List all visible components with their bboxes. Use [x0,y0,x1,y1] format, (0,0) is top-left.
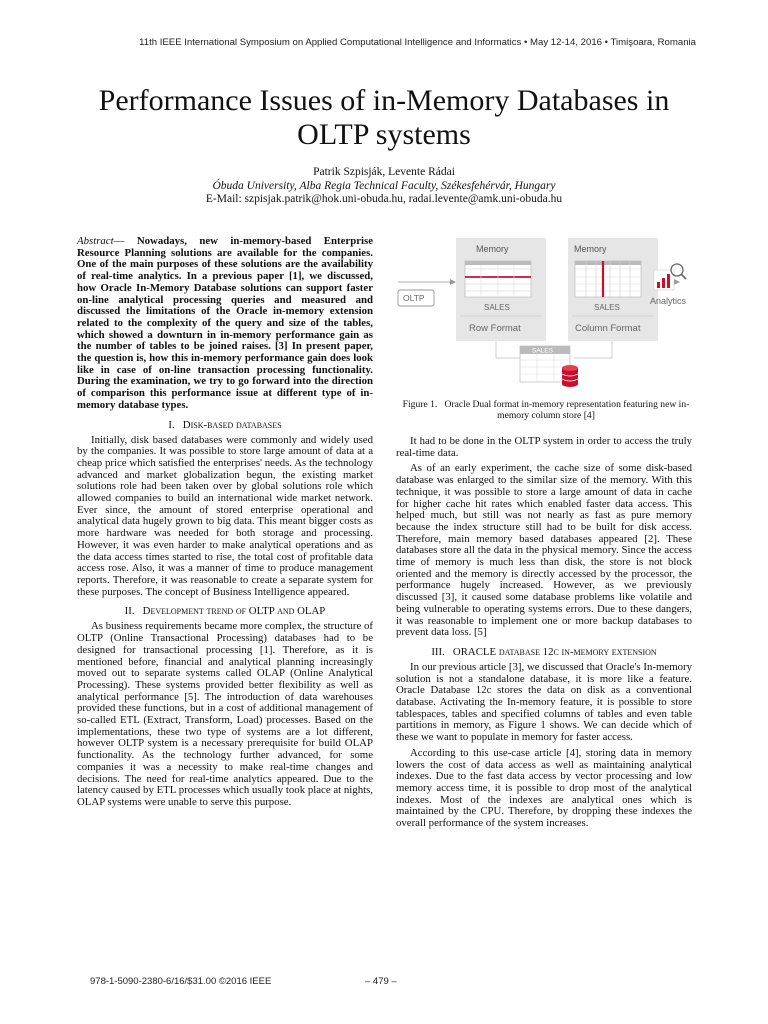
running-header: 11th IEEE International Symposium on Applied Computational Intelligence and Informatics • May 12-14, 2016 • Timişoara, Romania [139,37,696,48]
section-number: III. [431,645,445,658]
abstract-text: Nowadays, new in-memory-based Enterprise Resource Planning solutions are available for the companies. One of the main purposes of these solutions are the availability of real-time analytics. In a previous paper [1], we discussed, how Oracle In-Memory Database solutions can support faster on-line analytical processing queries and measured and discussed the limitations of the Oracle in-memory extension related to the complexity of the query and size of the tables, which showed a downturn in in-memory performance gain as the number of tables to be joined raises. [3] In present paper, the question is, how this in-memory performance gain does look like in case of on-line transaction processing functionality. During the examination, we try to go forward into the direction of comparison this performance issue at different type of in-memory database types. [77,235,373,411]
arrow-head-icon [674,279,680,285]
sales-label-column: SALES [594,303,620,312]
paragraph: According to this use-case article [4], storing data in memory lowers the cost of data access as well as maintaining analytical indexes. Due to the fast data access by vector processing and low memory access time, it is possible to drop most of the analytical indexes. Most of the indexes are analytical ones which is maintained by the CPU. Therefore, by dropping these indexes the overall performance of the system increases. [396,746,692,830]
sales-label-disk: SALES [532,347,553,355]
abstract-dash: — [113,235,125,247]
caption-label: Figure 1. [402,399,438,410]
row-format-table-icon [465,261,531,297]
figure-caption [396,399,696,421]
author-email: E-Mail: szpisjak.patrik@hok.uni-obuda.hu, radai.levente@amk.uni-obuda.hu [205,193,563,205]
paragraph: As of an early experiment, the cache size of some disk-based database was enlarged to the similar size of the memory. With this technique, it was possible to store a large amount of data in cache for higher cache hit rates which enabled faster data access. This helped much, but still was not nearly as fast as pure memory because the index structure still had to be built for disk access. Therefore, main memory based databases appeared [2]. These databases store all the data in the physical memory. Since the access time of memory is much less than disk, the store is not block oriented and the memory is directly accessed by the processor, the performance hugely increased. However, as we previously discussed [3], it caused some database problems like volatile and being vulnerable to operating systems errors. Due to these dangers, it was reasonable to implement one or more backup databases to prevent data loss. [5] [396,462,692,639]
section-title-rest: database 12c in-memory extension [496,645,657,658]
author-names: Patrik Szpisják, Levente Rádai [313,166,455,178]
author-affiliation: Óbuda University, Alba Regia Technical Faculty, Székesfehérvár, Hungary [212,179,556,192]
abstract [77,236,373,412]
sales-label-row: SALES [484,303,510,312]
column-format-label: Column Format [575,323,641,334]
author-block [60,166,708,207]
right-column [396,436,692,834]
left-column [77,236,373,813]
abstract-label: Abstract [77,235,114,247]
section-title-main: ORACLE [452,645,497,658]
section-heading-1 [77,419,373,431]
oltp-label: OLTP [403,293,425,303]
column-format-table-icon [575,261,641,297]
memory-label-2: Memory [574,244,607,254]
arrow-head-icon [450,279,456,285]
section-number: I. [168,418,175,431]
section-heading-3 [396,646,692,658]
analytics-chart-icon [654,264,686,290]
footer-isbn: 978-1-5090-2380-6/16/$31.00 ©2016 IEEE [90,976,272,987]
paper-title: Performance Issues of in-Memory Databases in OLTP systems [98,84,670,151]
analytics-label: Analytics [650,296,687,306]
row-format-label: Row Format [469,323,521,334]
paragraph: As business requirements became more complex, the structure of OLTP (Online Transactional Processing) databases had to be designed for transactional processing [1]. Therefore, as it is mentioned before, financial and analytical planning increasingly moved out to separate systems called OLAP (Online Analytical Processing). These systems provided better flexibility as well as analytical performance [5]. The introduction of data warehouses provided these functions, but in a cost of additional management of so-called ETL (Extract, Transform, Load) processes. Based on the implementations, these two type of systems are a lot different, however OLTP system is a necessary prerequisite for build OLAP functionality. As the technology further advanced, for some companies it was a necessity to make real-time changes and decisions. The need for real-time analytics appeared. Due to the latency caused by ETL processes which usually took place at nights, OLAP systems were unable to serve this purpose. [77,620,373,808]
paragraph: Initially, disk based databases were commonly and widely used by the companies. It was possible to store large amount of data at a cheap price which satisfied the enterprises' needs. As the technology advanced and market globalization begun, the existing market solutions role had been taken over by global solutions role which allowed companies to build an international wide market network. Ever since, the amount of stored enterprise operational and analytical data hugely grown to big data. This meant bigger costs as more hardware was needed for both storage and processing. However, it was even harder to make analytical operations and as the data access times started to rise, the total cost of profitable data access rose. Also, it was a manner of time to produce management reports. Therefore, it was reasonable to create a separate system for these purposes. The concept of Business Intelligence appeared. [77,433,373,598]
section-title: Development trend of OLTP and OLAP [142,605,326,618]
paragraph: In our previous article [3], we discussed that Oracle's In-memory solution is not a standalone database, it is more like a feature. Oracle Database 12c stores the data on disk as a conventional database. Activating the In-memory feature, it is possible to store tablespaces, tables and specified columns of tables and even table partitions in memory, as Figure 1 shows. We can decide which of these we want to populate in memory for faster access. [396,660,692,744]
section-heading-2 [77,605,373,617]
paragraph: It had to be done in the OLTP system in order to access the truly real-time data. [396,435,692,459]
memory-label-1: Memory [476,244,509,254]
figure-diagram [396,236,696,391]
section-number: II. [124,605,135,618]
figure-1 [396,236,696,391]
page-number: – 479 – [365,976,397,987]
caption-text: Oracle Dual format in-memory representation featuring new in-memory column store [4] [444,399,690,421]
section-title: Disk-based databases [182,418,282,431]
database-disk-icon [562,365,578,387]
